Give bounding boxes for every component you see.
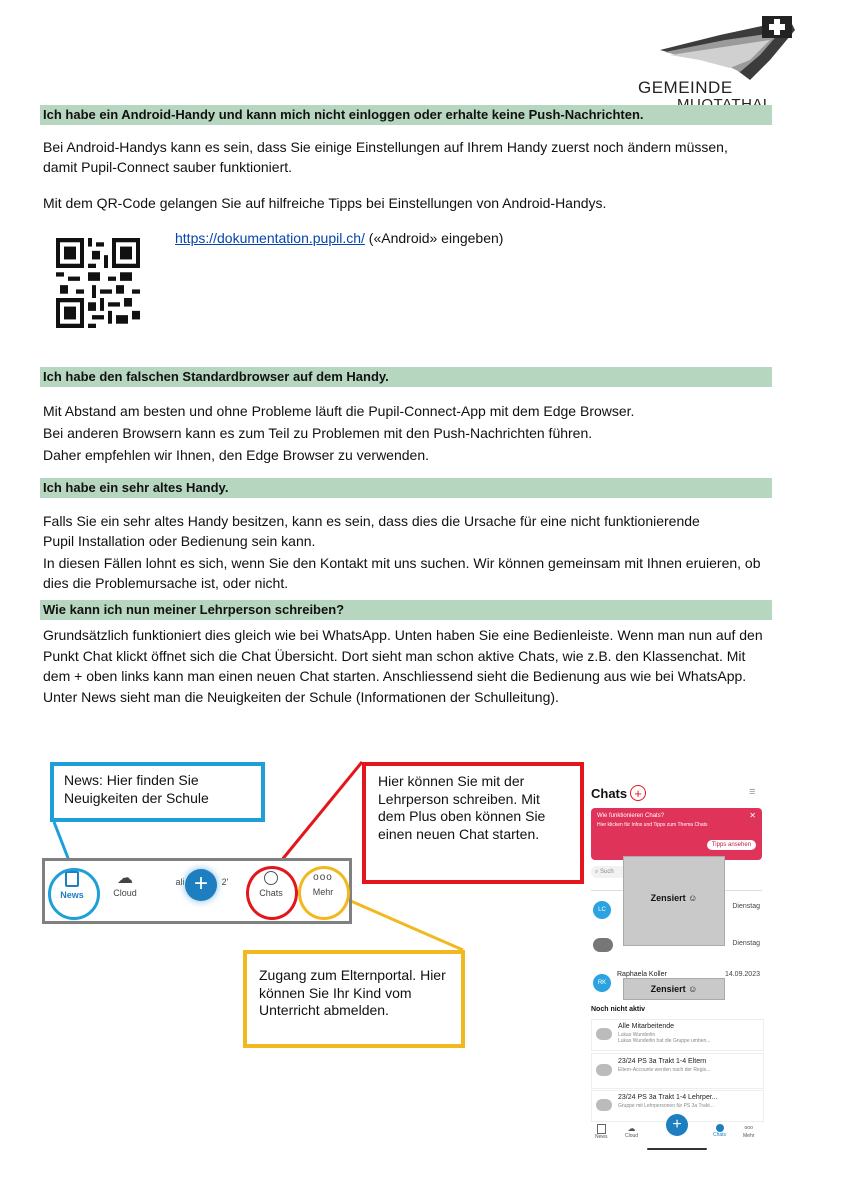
censored-block-1: Zensiert ☺	[623, 856, 725, 946]
section-heading-write-teacher: Wie kann ich nun meiner Lehrperson schreiben?	[40, 600, 772, 620]
cloud-icon: ☁	[117, 870, 133, 887]
phone-nav-news-label: News	[595, 1134, 608, 1140]
cloud-icon: ☁	[627, 1124, 636, 1133]
phone-nav-news[interactable]	[595, 1124, 608, 1140]
more-dots-icon: ooo	[744, 1125, 753, 1131]
qr-code	[56, 238, 140, 328]
search-placeholder: Such	[600, 869, 614, 875]
section-heading-android: Ich habe ein Android-Handy und kann mich nicht einloggen oder erhalte keine Push-Nachrichten.	[40, 105, 772, 125]
browser-line-1: Mit Abstand am besten und ohne Probleme läuft die Pupil-Connect-App mit dem Edge Browser.	[43, 403, 635, 419]
callout-chats	[362, 762, 584, 884]
callout-mehr	[243, 950, 465, 1048]
phone-nav-add-button[interactable]	[666, 1114, 688, 1136]
banner-title: Wie funktionieren Chats?	[597, 813, 665, 819]
group-avatar	[596, 1064, 612, 1076]
banner-close-icon[interactable]: ✕	[749, 811, 756, 820]
row-date: Dienstag	[732, 940, 760, 947]
row-name: Alle Mitarbeitende	[618, 1023, 675, 1030]
plus-icon: +	[672, 1116, 682, 1133]
nav-cloud[interactable]	[105, 871, 145, 898]
inactive-label: Noch nicht aktiv	[591, 1006, 646, 1013]
row-sub: Eltern-Accounts werden nach der Regis...	[618, 1067, 711, 1073]
search-icon: ⌕	[595, 869, 599, 875]
avatar: RK	[593, 974, 611, 992]
row-name: Raphaela Koller	[617, 971, 667, 978]
row-date: 14.09.2023	[724, 971, 760, 978]
home-indicator	[647, 1148, 707, 1150]
row-name: 23/24 PS 3a Trakt 1-4 Lehrper...	[618, 1094, 718, 1101]
section-heading-browser: Ich habe den falschen Standardbrowser auf dem Handy.	[40, 367, 772, 387]
android-paragraph-1: Bei Android-Handys kann es sein, dass Sie einige Einstellungen auf Ihrem Handy zuerst noch ändern müssen, damit Pupil-Connect sauber funktioniert.	[43, 139, 728, 175]
inactive-row-2[interactable]	[591, 1053, 764, 1089]
inactive-row-1[interactable]	[591, 1019, 764, 1051]
phone-nav-chats[interactable]	[713, 1124, 726, 1138]
browser-line-3: Daher empfehlen wir Ihnen, den Edge Browser zu verwenden.	[43, 447, 429, 463]
phone-nav-mehr-label: Mehr	[743, 1133, 755, 1139]
partial-label-2: 2'	[221, 877, 229, 887]
more-dots-icon: ooo	[313, 872, 333, 883]
censored-label: Zensiert	[650, 984, 686, 994]
qr-link-line	[175, 230, 503, 246]
news-icon	[597, 1124, 606, 1134]
plus-icon: +	[634, 786, 642, 801]
avatar: LC	[593, 901, 611, 919]
group-avatar	[596, 1099, 612, 1111]
phone-nav-cloud[interactable]	[625, 1124, 638, 1139]
callout-chats-text: Hier können Sie mit der Lehrperson schreiben. Mit dem Plus oben können Sie einen neuen Chat starten.	[378, 773, 546, 842]
callout-mehr-text: Zugang zum Elternportal. Hier können Sie Ihr Kind vom Unterricht abmelden.	[259, 967, 446, 1018]
old-phone-paragraph-1: Falls Sie ein sehr altes Handy besitzen, kann es sein, dass dies die Ursache für eine nicht funktionierende Pupil Installation oder Bedienung sein kann.	[43, 513, 700, 549]
logo-line-1: GEMEINDE	[638, 78, 733, 97]
nav-news-label: News	[60, 890, 84, 900]
plus-icon: +	[193, 870, 208, 897]
phone-nav-mehr[interactable]	[743, 1124, 754, 1139]
phone-bottom-nav	[585, 1112, 770, 1152]
banner-button[interactable]: Tipps ansehen	[707, 840, 756, 850]
chat-bubble-icon	[716, 1124, 724, 1132]
phone-menu-icon[interactable]: ≡	[749, 786, 756, 798]
phone-add-chat-button[interactable]	[630, 785, 646, 801]
phone-nav-cloud-label: Cloud	[625, 1133, 639, 1139]
row-sub: Gruppe mit Lehrpersonen für PS 3a Trakt...	[618, 1103, 714, 1109]
browser-line-2: Bei anderen Browsern kann es zum Teil zu Problemen mit den Push-Nachrichten führen.	[43, 425, 593, 441]
phone-banner[interactable]	[591, 808, 762, 860]
link-suffix: («Android» eingeben)	[364, 230, 504, 246]
nav-cloud-label: Cloud	[113, 888, 137, 898]
phone-nav-chats-label: Chats	[713, 1132, 727, 1138]
banner-text: Hier klicken für Infos und Tipps zum Thema Chats	[597, 822, 708, 828]
highlight-news	[48, 868, 100, 920]
write-teacher-paragraph: Grundsätzlich funktioniert dies gleich wie bei WhatsApp. Unten haben Sie eine Bedienleiste. Wenn man nun auf den Punkt Chat klickt öffnet sich die Chat Übersicht. Dort sieht man schon aktive Chats, wie z.B. den Klassenchat. Mit dem + oben links kann man einen neuen Chat starten. Anschliessend sieht die Bedienung aus wie bei WhatsApp. Unter News sieht man die Neuigkeiten der Schule (Informationen der Schulleitung).	[43, 627, 763, 705]
highlight-chats	[246, 866, 298, 920]
row-name: 23/24 PS 3a Trakt 1-4 Eltern	[618, 1058, 707, 1065]
callout-news	[50, 762, 265, 822]
section-heading-old-phone: Ich habe ein sehr altes Handy.	[40, 478, 772, 498]
highlight-mehr	[298, 866, 350, 920]
dokumentation-link[interactable]: https://dokumentation.pupil.ch/	[175, 230, 365, 246]
logo-mountain-graphic	[630, 10, 800, 80]
android-paragraph-2: Mit dem QR-Code gelangen Sie auf hilfreiche Tipps bei Einstellungen von Android-Handys.	[43, 195, 607, 211]
logo	[630, 10, 800, 120]
group-avatar	[596, 1028, 612, 1040]
phone-title: Chats	[591, 786, 628, 801]
phone-screenshot	[585, 772, 770, 1152]
group-avatar	[593, 938, 613, 952]
nav-mehr-label: Mehr	[312, 887, 334, 897]
censored-block-2: Zensiert ☺	[623, 978, 725, 1000]
row-date: Dienstag	[732, 903, 760, 910]
nav-add-button[interactable]	[185, 869, 217, 901]
nav-chats-label: Chats	[259, 888, 283, 898]
censored-label: Zensiert	[650, 893, 686, 903]
row-sub: Lukas Wunderlin Lukas Wunderlin hat die Gruppe umben...	[618, 1032, 711, 1044]
partial-label: ali	[175, 877, 185, 887]
old-phone-paragraph-2: In diesen Fällen lohnt es sich, wenn Sie den Kontakt mit uns suchen. Wir können gemeinsam mit Ihnen eruieren, ob dies die Problemursache ist, oder nicht.	[43, 555, 761, 591]
callout-news-text: News: Hier finden Sie Neuigkeiten der Schule	[64, 772, 209, 806]
